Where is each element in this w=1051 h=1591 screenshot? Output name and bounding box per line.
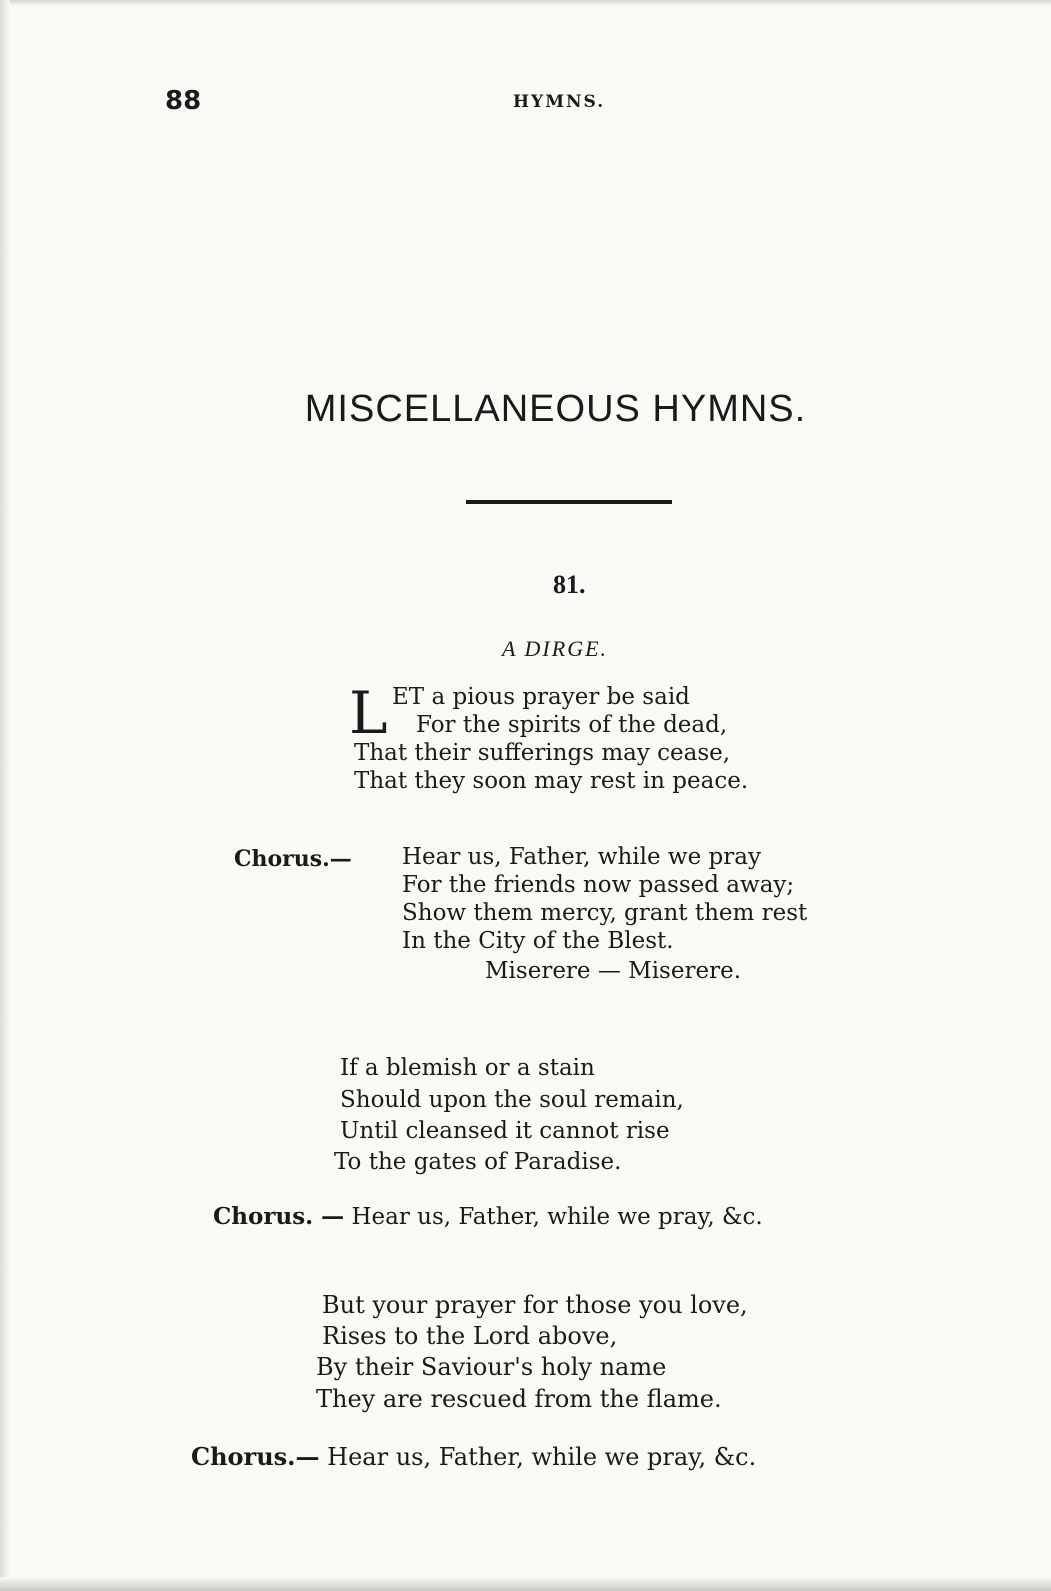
- verse-1-line-1: ET a pious prayer be said: [392, 684, 690, 710]
- chorus-short-1-text: Hear us, Father, while we pray, &c.: [351, 1204, 763, 1230]
- chorus-short-2-label: Chorus.—: [191, 1442, 320, 1471]
- chorus-line-1: Hear us, Father, while we pray: [402, 844, 761, 870]
- page-bottom-edge: [0, 1577, 1051, 1591]
- verse-3-line-4: They are rescued from the flame.: [316, 1385, 722, 1413]
- title-rule: [466, 500, 672, 504]
- hymn-number: 81.: [553, 570, 586, 599]
- chorus-line-4: In the City of the Blest.: [402, 928, 674, 954]
- chorus-short-2: [191, 1442, 756, 1471]
- verse-3-line-1: But your prayer for those you love,: [322, 1291, 748, 1319]
- verse-2-line-4: To the gates of Paradise.: [334, 1149, 622, 1175]
- page-number: 88: [165, 86, 202, 116]
- page-top-edge: [0, 0, 1051, 6]
- chorus-line-3: Show them mercy, grant them rest: [402, 900, 808, 926]
- page-left-edge: [0, 0, 10, 1591]
- chorus-short-1-label: Chorus. —: [213, 1203, 345, 1230]
- chorus-short-2-text: Hear us, Father, while we pray, &c.: [327, 1443, 757, 1471]
- verse-2-line-2: Should upon the soul remain,: [340, 1087, 684, 1113]
- verse-2-line-1: If a blemish or a stain: [340, 1055, 595, 1081]
- drop-cap: L: [349, 679, 388, 747]
- verse-1-line-4: That they soon may rest in peace.: [354, 768, 749, 794]
- running-head: HYMNS.: [513, 92, 606, 112]
- verse-3-line-2: Rises to the Lord above,: [322, 1322, 618, 1350]
- verse-1-line-2: For the spirits of the dead,: [416, 712, 728, 738]
- hymn-title: A DIRGE.: [502, 636, 609, 661]
- verse-2-line-3: Until cleansed it cannot rise: [340, 1118, 670, 1144]
- verse-3-line-3: By their Saviour's holy name: [316, 1353, 667, 1381]
- chorus-line-5: Miserere — Miserere.: [485, 958, 741, 984]
- chorus-label: Chorus.—: [234, 846, 352, 872]
- chorus-short-1: [213, 1203, 763, 1230]
- verse-1-line-3: That their sufferings may cease,: [354, 740, 731, 766]
- section-title: MISCELLANEOUS HYMNS.: [304, 388, 807, 430]
- chorus-line-2: For the friends now passed away;: [402, 872, 795, 898]
